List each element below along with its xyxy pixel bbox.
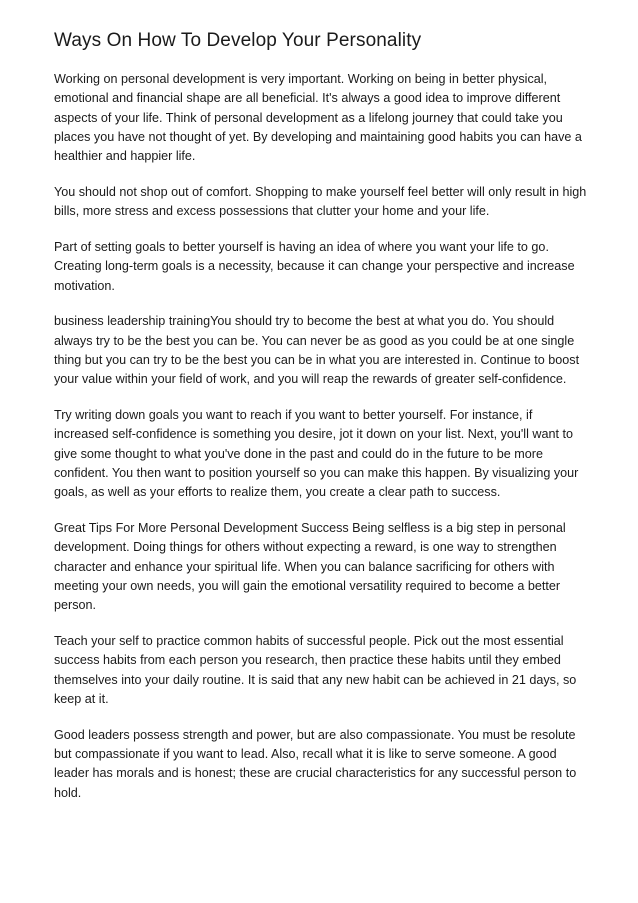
document-page (54, 26, 589, 803)
document-title: Ways On How To Develop Your Personality (54, 30, 422, 51)
paragraph: Try writing down goals you want to reach if you want to better yourself. For instance, if increased self-confidence is something you desire, jot it down on your list. Next, you'll want to give some thought to what you've done in the past and could do in the future to be more confident. You then want to position yourself so you can make this happen. By visualizing your goals, as well as your efforts to realize them, you create a clear path to success. (54, 408, 579, 500)
paragraph: Great Tips For More Personal Development Success Being selfless is a big step in personal development. Doing things for others without expecting a reward, is one way to strengthen character and enhance your spiritual life. When you can balance sacrificing for others with meeting your own needs, you will gain the emotional versatility required to become a better person. (54, 521, 566, 613)
paragraph: business leadership trainingYou should try to become the best at what you do. You should always try to be the best you can be. You can never be as good as you could be at one single thing but you can try to be the best you can be in what you are interested in. Continue to boost your value within your field of work, and you will reap the rewards of greater self-confidence. (54, 314, 580, 387)
paragraph: Teach your self to practice common habits of successful people. Pick out the most essential success habits from each person you research, then practice these habits until they embed themselves into your daily routine. It is said that any new habit can be achieved in 21 days, so keep at it. (54, 634, 577, 707)
paragraph: Working on personal development is very important. Working on being in better physical, emotional and financial shape are all beneficial. It's always a good idea to improve different aspects of your life. Think of personal development as a lifelong journey that could take you places you have not thought of yet. By developing and maintaining good habits you can have a healthier and happier life. (54, 72, 582, 164)
paragraph: Good leaders possess strength and power, but are also compassionate. You must be resolute but compassionate if you want to lead. Also, recall what it is like to serve someone. A good leader has morals and is honest; these are crucial characteristics for any successful person to hold. (54, 727, 577, 800)
paragraph: Part of setting goals to better yourself is having an idea of where you want your life to go. Creating long-term goals is a necessity, because it can change your perspective and increase motivation. (54, 240, 575, 293)
paragraph: You should not shop out of comfort. Shopping to make yourself feel better will only result in high bills, more stress and excess possessions that clutter your home and your life. (54, 184, 587, 219)
